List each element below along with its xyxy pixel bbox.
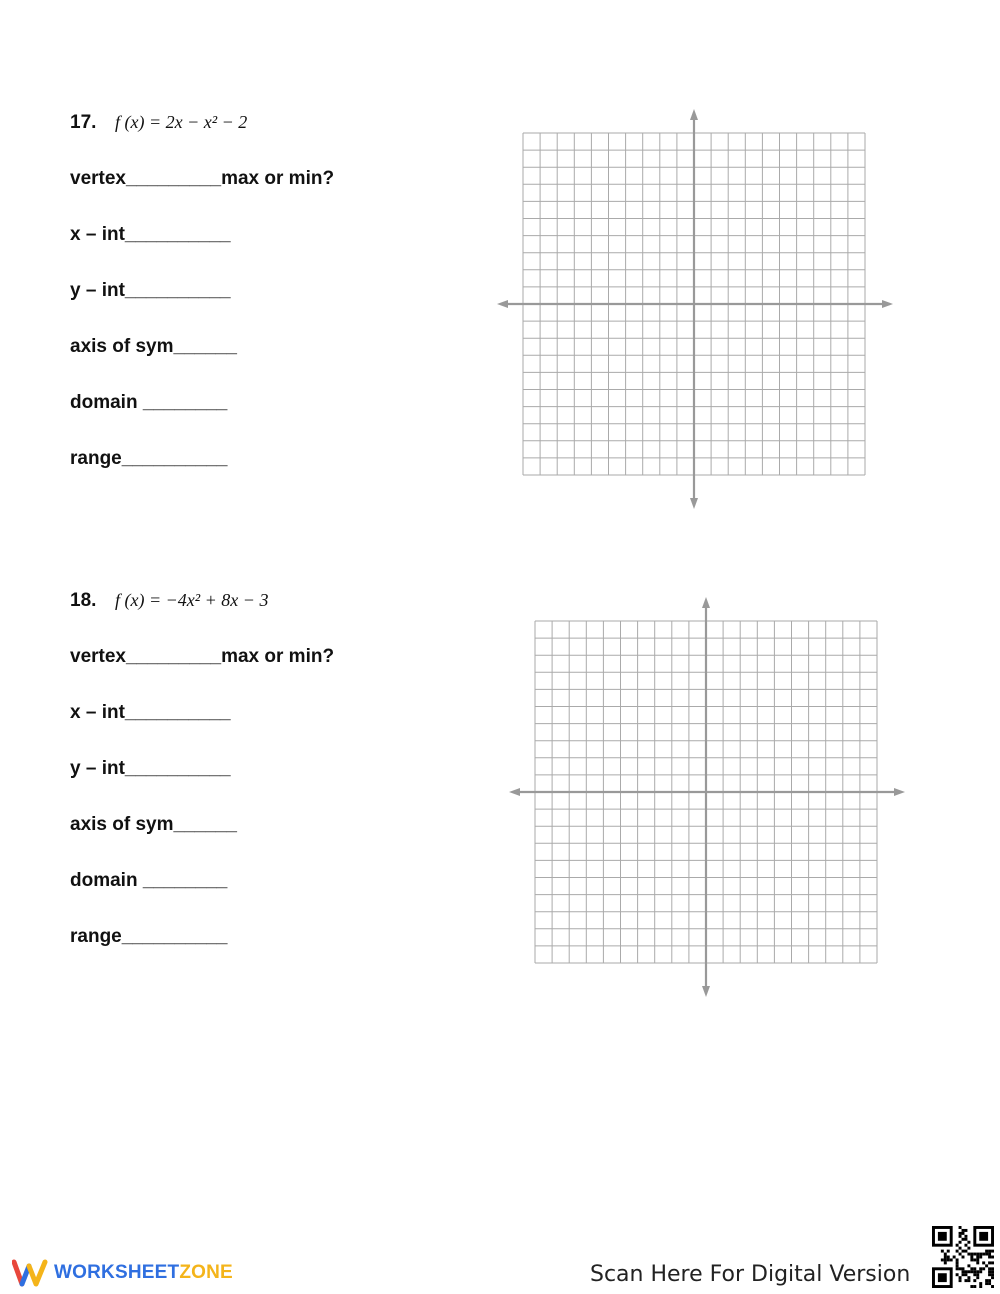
qr-module <box>976 1270 979 1273</box>
grid-svg-18 <box>507 596 907 998</box>
qr-module <box>959 1253 962 1256</box>
domain-field: domain ________ <box>70 870 228 891</box>
qr-finder-core <box>938 1273 947 1282</box>
function-expression: f (x) = 2x − x² − 2 <box>115 112 248 132</box>
problem-18 <box>70 590 490 982</box>
y-int-field: y – int__________ <box>70 280 231 301</box>
problem-number: 18. <box>70 590 97 611</box>
vertex-field: vertex_________max or min? <box>70 168 335 189</box>
qr-module <box>988 1282 991 1285</box>
qr-finder-core <box>938 1232 947 1241</box>
qr-module <box>959 1241 962 1244</box>
qr-module <box>956 1267 959 1270</box>
qr-module <box>959 1235 962 1238</box>
x-axis-arrow-right-icon <box>894 788 905 796</box>
qr-module <box>982 1253 985 1256</box>
qr-module <box>944 1261 947 1264</box>
qr-module <box>979 1256 982 1259</box>
qr-module <box>944 1253 947 1256</box>
qr-module <box>967 1264 970 1267</box>
qr-module <box>962 1267 965 1270</box>
qr-module <box>944 1256 947 1259</box>
qr-module <box>962 1229 965 1232</box>
qr-module <box>962 1238 965 1241</box>
grid-svg-17 <box>495 108 895 510</box>
qr-module <box>976 1256 979 1259</box>
y-axis-arrow-up-icon <box>690 109 698 120</box>
qr-module <box>970 1253 973 1256</box>
qr-module <box>985 1282 988 1285</box>
qr-module <box>973 1253 976 1256</box>
qr-module <box>976 1276 979 1279</box>
x-int-field: x – int__________ <box>70 224 231 245</box>
function-expression: f (x) = −4x² + 8x − 3 <box>115 590 269 610</box>
qr-module <box>944 1258 947 1261</box>
qr-module <box>959 1276 962 1279</box>
qr-module <box>967 1276 970 1279</box>
coordinate-grid-18 <box>507 596 907 1003</box>
qr-module <box>979 1267 982 1270</box>
problem-18-title <box>70 590 490 622</box>
qr-module <box>988 1253 991 1256</box>
qr-module <box>976 1253 979 1256</box>
qr-module <box>962 1273 965 1276</box>
qr-module <box>973 1273 976 1276</box>
qr-module <box>979 1270 982 1273</box>
qr-code-icon <box>932 1226 994 1293</box>
qr-module <box>991 1276 994 1279</box>
worksheet-zone-logo <box>12 1258 233 1288</box>
qr-module <box>976 1273 979 1276</box>
qr-module <box>991 1256 994 1259</box>
y-int-field: y – int__________ <box>70 758 231 779</box>
qr-module <box>991 1285 994 1288</box>
qr-module <box>985 1264 988 1267</box>
qr-module <box>991 1267 994 1270</box>
qr-module <box>973 1285 976 1288</box>
qr-module <box>970 1267 973 1270</box>
qr-module <box>956 1273 959 1276</box>
qr-module <box>973 1258 976 1261</box>
qr-module <box>991 1273 994 1276</box>
qr-module <box>976 1258 979 1261</box>
qr-module <box>988 1261 991 1264</box>
qr-module <box>967 1270 970 1273</box>
logo-text: WORKSHEETZONE <box>54 1262 233 1283</box>
axis-of-symmetry-field: axis of sym______ <box>70 336 237 357</box>
qr-module <box>988 1256 991 1259</box>
axis-of-symmetry-field: axis of sym______ <box>70 814 237 835</box>
qr-module <box>962 1270 965 1273</box>
vertex-field: vertex_________max or min? <box>70 646 335 667</box>
qr-module <box>953 1256 956 1259</box>
qr-module <box>985 1250 988 1253</box>
qr-module <box>962 1250 965 1253</box>
y-axis-arrow-down-icon <box>702 986 710 997</box>
qr-module <box>947 1258 950 1261</box>
qr-module <box>973 1267 976 1270</box>
qr-module <box>964 1244 967 1247</box>
qr-module <box>964 1250 967 1253</box>
qr-module <box>956 1244 959 1247</box>
qr-module <box>962 1232 965 1235</box>
qr-module <box>956 1261 959 1264</box>
qr-module <box>941 1250 944 1253</box>
qr-module <box>976 1261 979 1264</box>
qr-module <box>959 1267 962 1270</box>
qr-module <box>941 1258 944 1261</box>
domain-field: domain ________ <box>70 392 228 413</box>
y-axis-arrow-up-icon <box>702 597 710 608</box>
qr-module <box>947 1256 950 1259</box>
qr-module <box>964 1235 967 1238</box>
qr-module <box>979 1282 982 1285</box>
problem-17 <box>70 112 490 504</box>
qr-module <box>970 1258 973 1261</box>
qr-module <box>967 1241 970 1244</box>
x-axis-arrow-left-icon <box>509 788 520 796</box>
qr-module <box>985 1279 988 1282</box>
qr-module <box>964 1270 967 1273</box>
qr-module <box>970 1270 973 1273</box>
problem-number: 17. <box>70 112 97 133</box>
qr-module <box>950 1258 953 1261</box>
range-field: range__________ <box>70 448 228 469</box>
qr-module <box>959 1226 962 1229</box>
qr-module <box>988 1267 991 1270</box>
y-axis-arrow-down-icon <box>690 498 698 509</box>
qr-module <box>967 1279 970 1282</box>
qr-module <box>964 1279 967 1282</box>
qr-module <box>979 1253 982 1256</box>
qr-module <box>956 1258 959 1261</box>
qr-module <box>988 1250 991 1253</box>
qr-module <box>956 1250 959 1253</box>
scan-caption: Scan Here For Digital Version <box>590 1262 911 1287</box>
qr-module <box>991 1250 994 1253</box>
x-int-field: x – int__________ <box>70 702 231 723</box>
coordinate-grid-17 <box>495 108 895 515</box>
qr-module <box>991 1261 994 1264</box>
qr-module <box>982 1261 985 1264</box>
qr-module <box>973 1279 976 1282</box>
qr-module <box>947 1250 950 1253</box>
qr-module <box>959 1232 962 1235</box>
answer-fields <box>70 168 490 504</box>
qr-finder-core <box>979 1232 988 1241</box>
qr-module <box>967 1253 970 1256</box>
problem-17-title <box>70 112 490 144</box>
qr-module <box>985 1253 988 1256</box>
range-field: range__________ <box>70 926 228 947</box>
qr-module <box>991 1270 994 1273</box>
answer-fields <box>70 646 490 982</box>
x-axis-arrow-right-icon <box>882 300 893 308</box>
qr-module <box>962 1256 965 1259</box>
qr-module <box>973 1270 976 1273</box>
qr-module <box>982 1267 985 1270</box>
qr-module <box>964 1273 967 1276</box>
qr-module <box>970 1285 973 1288</box>
qr-module <box>988 1273 991 1276</box>
qr-module <box>959 1279 962 1282</box>
qr-module <box>988 1270 991 1273</box>
qr-module <box>964 1238 967 1241</box>
qr-module <box>967 1247 970 1250</box>
qr-module <box>959 1247 962 1250</box>
qr-module <box>970 1256 973 1259</box>
qr-module <box>979 1285 982 1288</box>
qr-module <box>956 1264 959 1267</box>
logo-mark-icon <box>12 1258 48 1288</box>
qr-module <box>988 1279 991 1282</box>
x-axis-arrow-left-icon <box>497 300 508 308</box>
qr-module <box>964 1229 967 1232</box>
